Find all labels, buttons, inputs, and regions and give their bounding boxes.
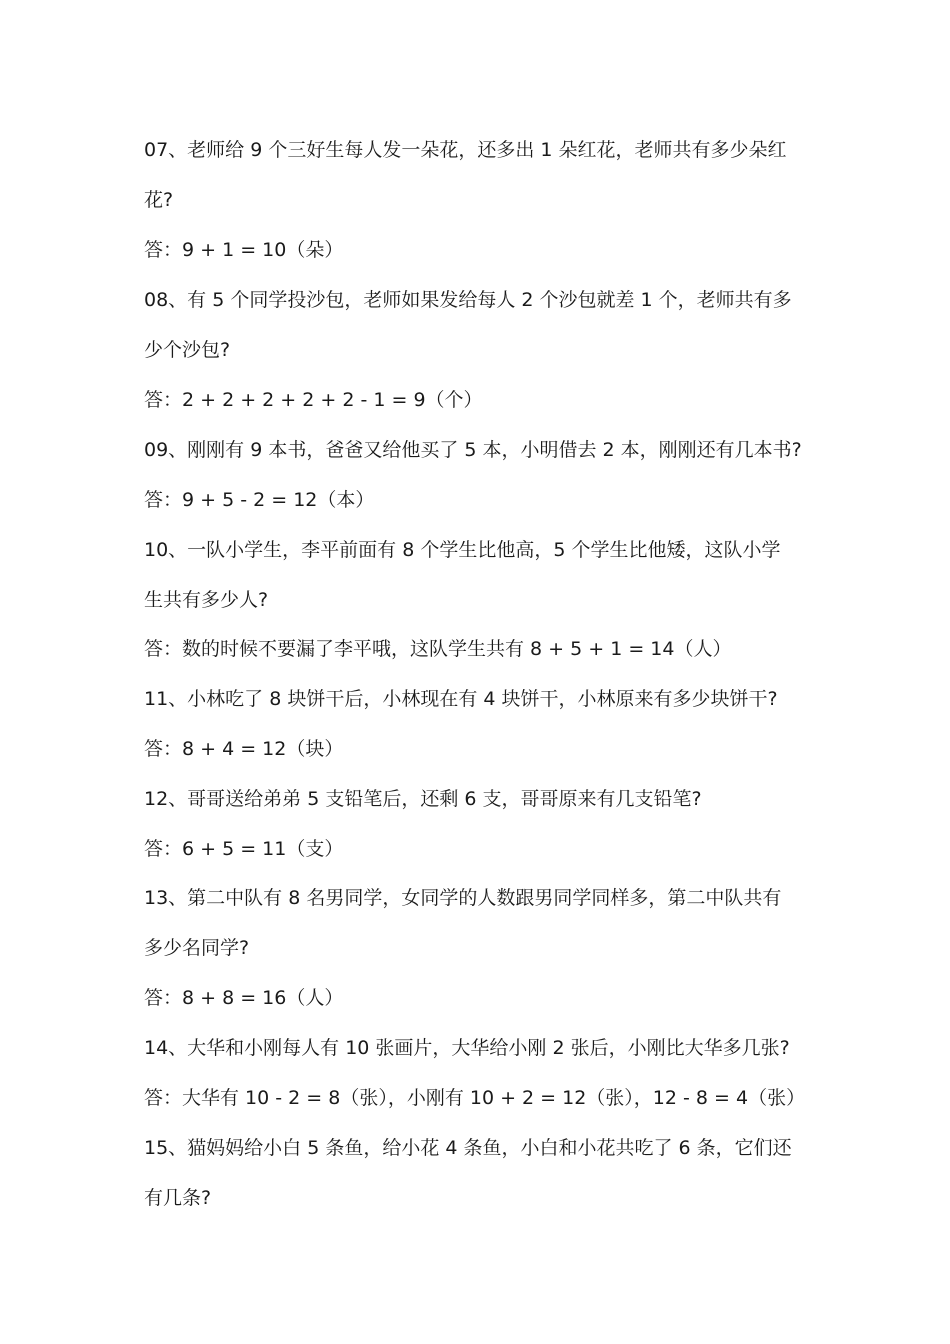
problem-14-question-line-1: 14、大华和小刚每人有 10 张画片，大华给小刚 2 张后，小刚比大华多几张? — [144, 1037, 790, 1059]
problem-10-question-line-1: 10、一队小学生，李平前面有 8 个学生比他高，5 个学生比他矮，这队小学 — [144, 539, 781, 561]
problem-08-question-line-1: 08、有 5 个同学投沙包，老师如果发给每人 2 个沙包就差 1 个，老师共有多 — [144, 289, 792, 311]
problem-13-answer: 答：8 + 8 = 16（人） — [144, 987, 344, 1009]
problem-15-question-line-1: 15、猫妈妈给小白 5 条鱼，给小花 4 条鱼，小白和小花共吃了 6 条，它们还 — [144, 1137, 792, 1159]
problem-10-answer: 答：数的时候不要漏了李平哦，这队学生共有 8 + 5 + 1 = 14（人） — [144, 638, 732, 660]
problem-09-answer: 答：9 + 5 - 2 = 12（本） — [144, 489, 375, 511]
problem-07-question-line-1: 07、老师给 9 个三好生每人发一朵花，还多出 1 朵红花，老师共有多少朵红 — [144, 139, 787, 161]
problem-07-answer: 答：9 + 1 = 10（朵） — [144, 239, 344, 261]
problem-12-answer: 答：6 + 5 = 11（支） — [144, 838, 344, 860]
problem-13-question-line-2: 多少名同学? — [144, 937, 250, 959]
problem-08-answer: 答：2 + 2 + 2 + 2 + 2 - 1 = 9（个） — [144, 389, 483, 411]
problem-10-question-line-2: 生共有多少人? — [144, 589, 269, 611]
problem-09-question-line-1: 09、刚刚有 9 本书，爸爸又给他买了 5 本，小明借去 2 本，刚刚还有几本书? — [144, 439, 802, 461]
problem-08-question-line-2: 少个沙包? — [144, 339, 231, 361]
problem-15-question-line-2: 有几条? — [144, 1187, 212, 1209]
problem-07-question-line-2: 花? — [144, 189, 174, 211]
problem-11-question-line-1: 11、小林吃了 8 块饼干后，小林现在有 4 块饼干，小林原来有多少块饼干? — [144, 688, 778, 710]
problem-11-answer: 答：8 + 4 = 12（块） — [144, 738, 344, 760]
problem-14-answer: 答：大华有 10 - 2 = 8（张），小刚有 10 + 2 = 12（张），12 - 8 = 4（张） — [144, 1087, 806, 1109]
problem-12-question-line-1: 12、哥哥送给弟弟 5 支铅笔后，还剩 6 支，哥哥原来有几支铅笔? — [144, 788, 702, 810]
problem-13-question-line-1: 13、第二中队有 8 名男同学，女同学的人数跟男同学同样多，第二中队共有 — [144, 887, 782, 909]
